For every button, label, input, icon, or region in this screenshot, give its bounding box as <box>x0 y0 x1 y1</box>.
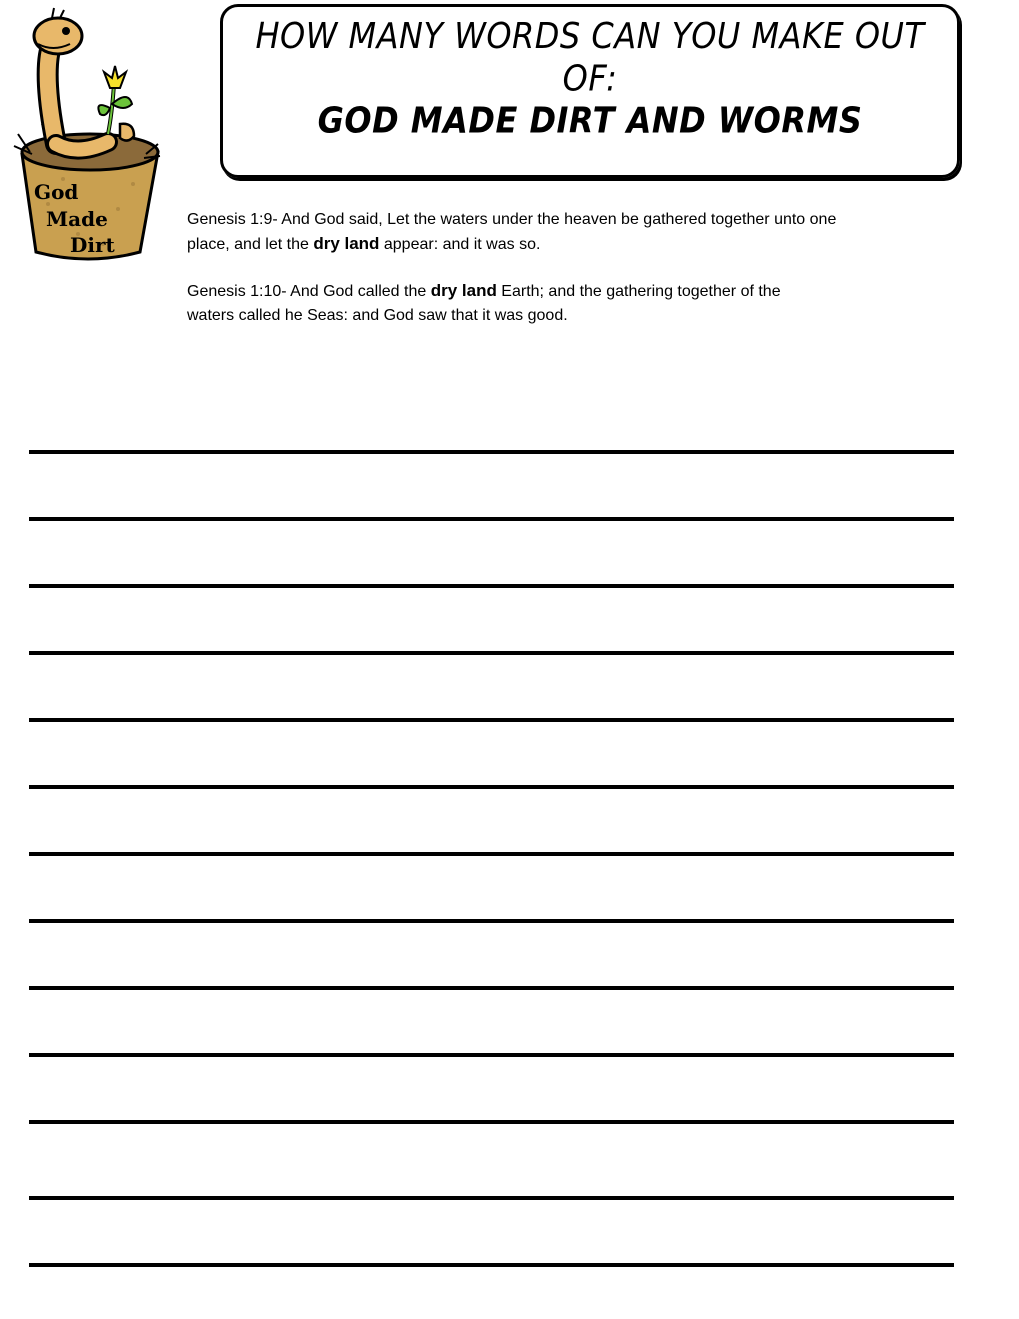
writing-line <box>29 718 954 722</box>
writing-line <box>29 584 954 588</box>
logo-text-god: God <box>34 180 79 204</box>
verse-2-line-2: waters called he Seas: and God saw that it was good. <box>187 306 568 324</box>
verse-1-line-2-post: appear: and it was so. <box>379 235 541 253</box>
worm-logo <box>8 4 168 266</box>
writing-line <box>29 852 954 856</box>
title-box <box>220 4 960 178</box>
logo-text-made: Made <box>46 207 108 231</box>
title-phrase: GOD MADE DIRT AND WORMS <box>317 98 863 142</box>
verse-1-bold: dry land <box>313 233 380 253</box>
writing-line <box>29 1053 954 1057</box>
verse-2-line-1-pre: Genesis 1:10- And God called the <box>187 283 431 300</box>
writing-line <box>29 1263 954 1267</box>
writing-line <box>29 450 954 454</box>
verse-1-line-2-pre: place, and let the <box>187 235 314 253</box>
verse-2-line-1-post: Earth; and the gathering together of the <box>496 283 781 300</box>
writing-line <box>29 919 954 923</box>
verse-genesis-1-10 <box>187 279 947 327</box>
writing-line <box>29 1196 954 1200</box>
verse-genesis-1-9 <box>187 208 947 256</box>
writing-line <box>29 785 954 789</box>
writing-line <box>29 986 954 990</box>
writing-line <box>29 1120 954 1124</box>
verse-1-line-1: Genesis 1:9- And God said, Let the waters under the heaven be gathered together unto one <box>187 211 837 228</box>
writing-line <box>29 651 954 655</box>
writing-line <box>29 517 954 521</box>
verse-2-bold: dry land <box>430 281 497 300</box>
title-question: HOW MANY WORDS CAN YOU MAKE OUT OF: <box>255 14 925 100</box>
logo-text-dirt: Dirt <box>70 233 115 257</box>
